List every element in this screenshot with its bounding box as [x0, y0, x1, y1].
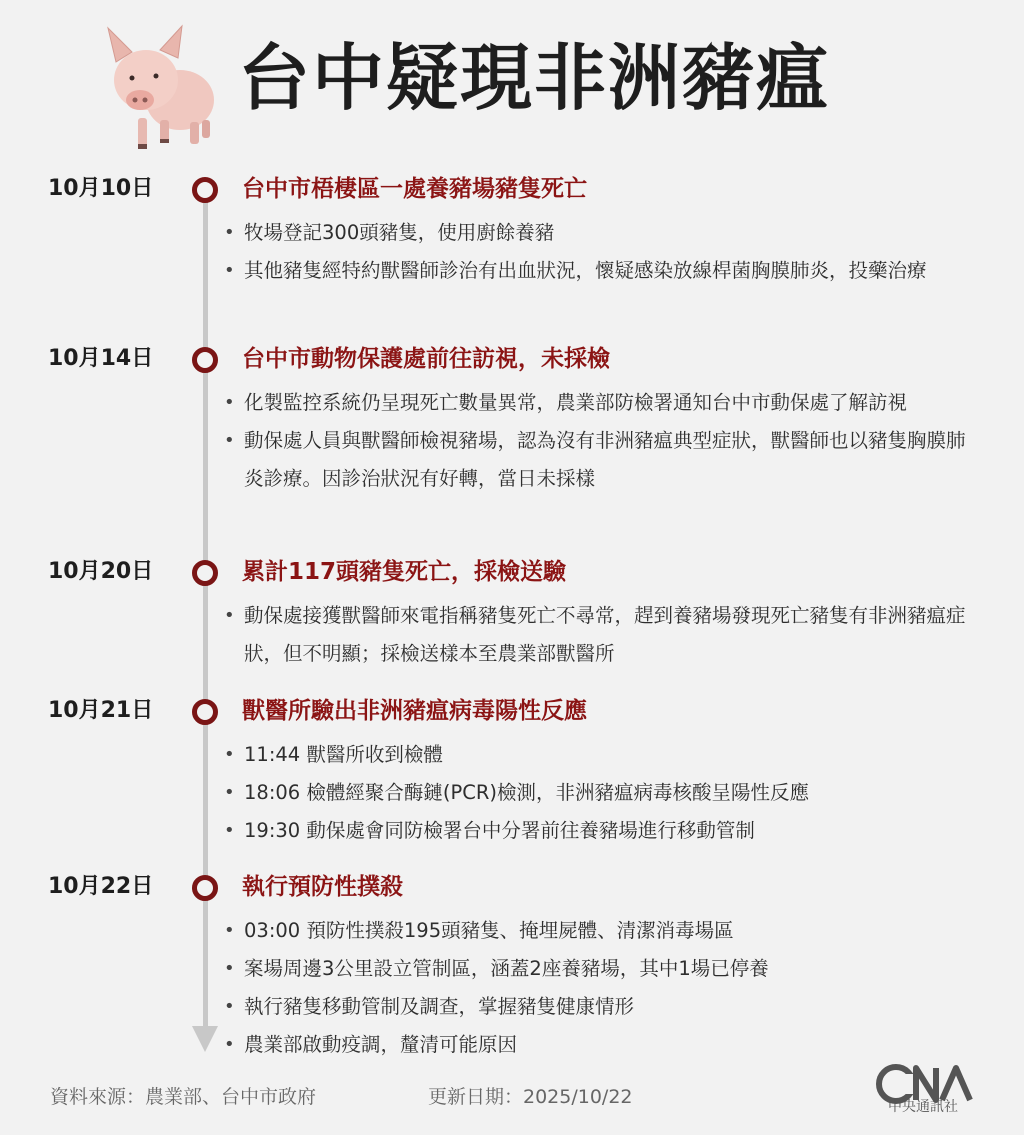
list-item: • 執行豬隻移動管制及調查，掌握豬隻健康情形	[224, 995, 635, 1018]
list-item: • 牧場登記300頭豬隻，使用廚餘養豬	[224, 221, 555, 244]
timeline-node-icon	[192, 560, 218, 586]
bullet-text: 其他豬隻經特約獸醫師診治有出血狀況，懷疑感染放線桿菌胸膜肺炎，投藥治療	[244, 259, 927, 282]
event-bullets	[220, 912, 980, 1064]
bullet-text: 11:44 獸醫所收到檢體	[244, 743, 443, 766]
list-item: • 案場周邊3公里設立管制區，涵蓋2座養豬場，其中1場已停養	[224, 957, 769, 980]
list-item: • 11:44 獸醫所收到檢體	[224, 743, 443, 766]
bullet-text: 農業部啟動疫調，釐清可能原因	[244, 1033, 518, 1056]
bullet-text: 18:06 檢體經聚合酶鏈(PCR)檢測，非洲豬瘟病毒核酸呈陽性反應	[244, 781, 810, 804]
event-date: 10月10日	[48, 176, 154, 201]
pig-icon	[98, 22, 220, 152]
arrow-down-icon	[192, 1026, 218, 1052]
event-bullets	[220, 597, 980, 673]
list-item: • 農業部啟動疫調，釐清可能原因	[224, 1033, 518, 1056]
event-heading: 獸醫所驗出非洲豬瘟病毒陽性反應	[242, 698, 587, 724]
event-date: 10月21日	[48, 698, 154, 723]
bullet-text: 19:30 動保處會同防檢署台中分署前往養豬場進行移動管制	[244, 819, 755, 842]
bullet-text: 化製監控系統仍呈現死亡數量異常，農業部防檢署通知台中市動保處了解訪視	[244, 391, 908, 414]
event-bullets	[220, 384, 980, 498]
bullet-text: 03:00 預防性撲殺195頭豬隻、掩埋屍體、清潔消毒場區	[244, 919, 734, 942]
timeline-node-icon	[192, 177, 218, 203]
list-item: • 化製監控系統仍呈現死亡數量異常，農業部防檢署通知台中市動保處了解訪視	[224, 391, 908, 414]
bullet-text: 案場周邊3公里設立管制區，涵蓋2座養豬場，其中1場已停養	[244, 957, 769, 980]
list-item: • 03:00 預防性撲殺195頭豬隻、掩埋屍體、清潔消毒場區	[224, 919, 734, 942]
event-heading: 執行預防性撲殺	[242, 874, 403, 900]
event-bullets	[220, 214, 980, 290]
header	[0, 0, 1024, 160]
event-bullets	[220, 736, 980, 850]
list-item: • 19:30 動保處會同防檢署台中分署前往養豬場進行移動管制	[224, 819, 755, 842]
list-item: • 18:06 檢體經聚合酶鏈(PCR)檢測，非洲豬瘟病毒核酸呈陽性反應	[224, 781, 810, 804]
list-item: • 動保處人員與獸醫師檢視豬場，認為沒有非洲豬瘟典型症狀，獸醫師也以豬隻胸膜肺炎診療。因診治狀況有好轉，當日未採樣	[224, 429, 966, 490]
bullet-text: 牧場登記300頭豬隻，使用廚餘養豬	[244, 221, 555, 244]
bullet-text: 執行豬隻移動管制及調查，掌握豬隻健康情形	[244, 995, 635, 1018]
timeline-node-icon	[192, 875, 218, 901]
bullet-text: 動保處人員與獸醫師檢視豬場，認為沒有非洲豬瘟典型症狀，獸醫師也以豬隻胸膜肺炎診療。因診治狀況有好轉，當日未採樣	[244, 429, 966, 490]
timeline-node-icon	[192, 699, 218, 725]
brand-name: 中央通訊社	[888, 1099, 958, 1115]
list-item: • 動保處接獲獸醫師來電指稱豬隻死亡不尋常，趕到養豬場發現死亡豬隻有非洲豬瘟症狀，但不明顯；採檢送樣本至農業部獸醫所	[224, 604, 966, 665]
event-date: 10月14日	[48, 346, 154, 371]
list-item: • 其他豬隻經特約獸醫師診治有出血狀況，懷疑感染放線桿菌胸膜肺炎，投藥治療	[224, 259, 927, 282]
page-title: 台中疑現非洲豬瘟	[238, 36, 831, 120]
bullet-text: 動保處接獲獸醫師來電指稱豬隻死亡不尋常，趕到養豬場發現死亡豬隻有非洲豬瘟症狀，但不明顯；採檢送樣本至農業部獸醫所	[244, 604, 966, 665]
update-date: 更新日期：2025/10/22	[428, 1086, 633, 1108]
source-note: 資料來源：農業部、台中市政府	[50, 1086, 317, 1108]
timeline-node-icon	[192, 347, 218, 373]
event-heading: 累計117頭豬隻死亡，採檢送驗	[242, 559, 567, 585]
event-date: 10月22日	[48, 874, 154, 899]
event-heading: 台中市梧棲區一處養豬場豬隻死亡	[242, 176, 587, 202]
event-heading: 台中市動物保護處前往訪視，未採檢	[242, 346, 610, 372]
event-date: 10月20日	[48, 559, 154, 584]
